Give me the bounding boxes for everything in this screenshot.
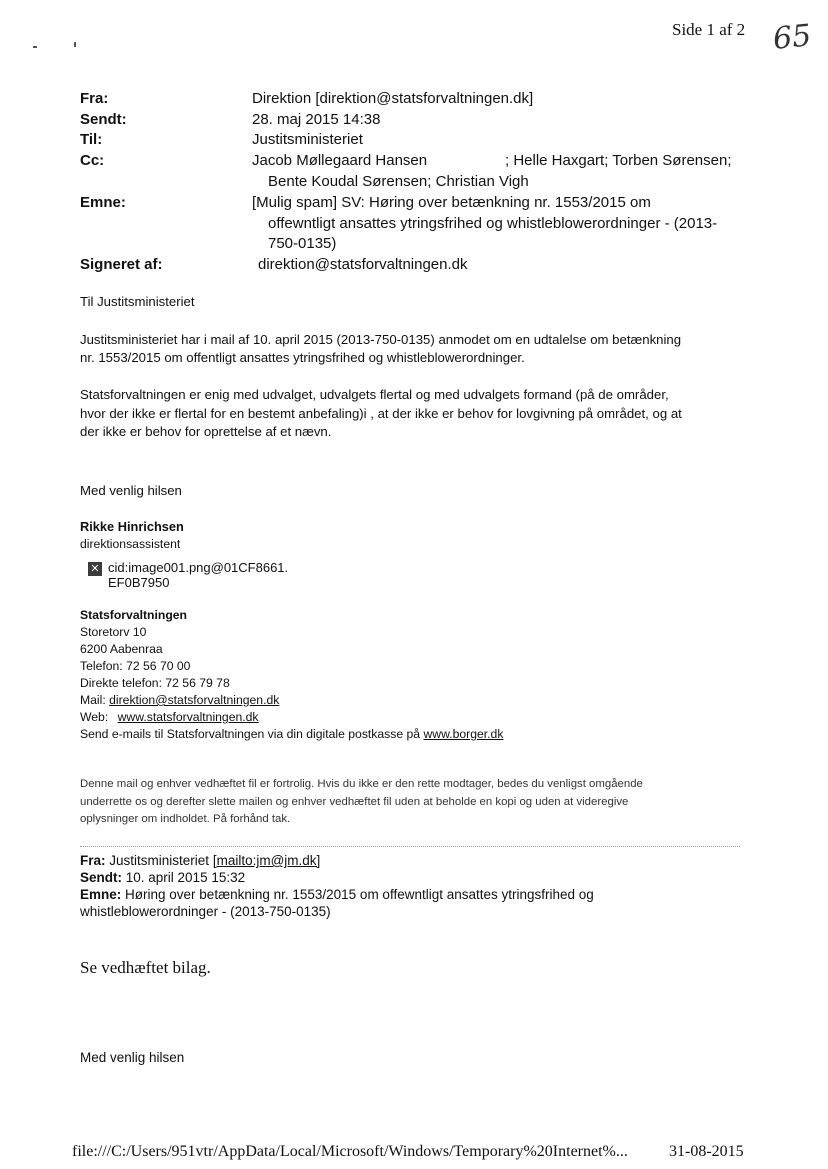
cc-value-line2: Bente Koudal Sørensen; Christian Vigh — [268, 173, 529, 190]
broken-image-icon: ✕ — [88, 562, 102, 576]
cc-value: Jacob Møllegaard Hansen — [252, 152, 428, 169]
fwd-sent-value: 10. april 2015 15:32 — [125, 870, 246, 885]
fwd-subject-row — [80, 887, 594, 904]
paragraph-1-line2: nr. 1553/2015 om offentligt ansattes ytringsfrihed og whistleblowerordninger. — [80, 350, 525, 365]
borger-link[interactable]: www.borger.dk — [423, 727, 504, 741]
disclaimer-line3: oplysninger om indholdet. På forhånd tak. — [80, 813, 291, 825]
org-mail-row — [80, 693, 279, 709]
sent-label: Sendt: — [80, 111, 127, 128]
closing: Med venlig hilsen — [80, 483, 182, 498]
mail-label: Mail: — [80, 693, 106, 707]
disclaimer-line2: underrette os og derefter slette mailen og enhver vedhæftet fil uden at beholde en kopi og uden at videregive — [80, 796, 629, 808]
page-indicator: Side 1 af 2 — [672, 20, 746, 39]
scan-speck — [74, 42, 76, 47]
image-placeholder-text — [108, 560, 288, 590]
paragraph-2-line1: Statsforvaltningen er enig med udvalget, udvalgets flertal og med udvalgets formand (på de områder, — [80, 387, 669, 402]
fwd-subject-label: Emne: — [80, 887, 122, 902]
fwd-subject-line2: whistleblowerordninger - (2013-750-0135) — [80, 904, 331, 919]
cc-label: Cc: — [80, 152, 105, 169]
fwd-from-row — [80, 853, 320, 870]
org-web-row — [80, 710, 259, 726]
paragraph-2-line2: hvor der ikke er flertal for en bestemt anbefaling)i , at der ikke er behov for lovgivning på området, og at — [80, 406, 682, 421]
org-direct-phone: Direkte telefon: 72 56 79 78 — [80, 676, 230, 690]
fwd-mailto-link[interactable]: [mailto:jm@jm.dk] — [212, 853, 321, 868]
web-label: Web: — [80, 710, 109, 724]
digital-text: Send e-mails til Statsforvaltningen via din digitale postkasse på — [80, 727, 421, 741]
fwd-closing: Med venlig hilsen — [80, 1050, 185, 1065]
signer-name: Rikke Hinrichsen — [80, 519, 184, 534]
from-value: Direktion [direktion@statsforvaltningen.dk] — [252, 90, 534, 107]
sent-value: 28. maj 2015 14:38 — [252, 111, 381, 128]
org-street: Storetorv 10 — [80, 625, 147, 639]
disclaimer-line1: Denne mail og enhver vedhæftet fil er fortrolig. Hvis du ikke er den rette modtager, bedes du venligst omgående — [80, 778, 643, 790]
paragraph-1-line1: Justitsministeriet har i mail af 10. april 2015 (2013-750-0135) anmodet om en udtalelse om betænkning — [80, 332, 682, 347]
signed-value: direktion@statsforvaltningen.dk — [258, 256, 468, 273]
footer-file-path: file:///C:/Users/951vtr/AppData/Local/Microsoft/Windows/Temporary%20Internet%... — [72, 1143, 628, 1160]
org-name: Statsforvaltningen — [80, 608, 187, 622]
image-cid-line2: EF0B7950 — [108, 575, 170, 590]
subject-line2: offewntligt ansattes ytringsfrihed og whistleblowerordninger - (2013- — [268, 215, 718, 232]
subject-line3: 750-0135) — [268, 235, 337, 252]
org-phone: Telefon: 72 56 70 00 — [80, 659, 191, 673]
web-link[interactable]: www.statsforvaltningen.dk — [117, 710, 259, 724]
fwd-from-label: Fra: — [80, 853, 106, 868]
subject-line1: [Mulig spam] SV: Høring over betænkning nr. 1553/2015 om — [252, 194, 651, 211]
separator-line — [80, 846, 740, 847]
greeting: Til Justitsministeriet — [80, 294, 195, 309]
org-digital-row — [80, 727, 503, 743]
scan-speck — [33, 46, 37, 48]
subject-label: Emne: — [80, 194, 126, 211]
fwd-subject-line1: Høring over betænkning nr. 1553/2015 om offewntligt ansattes ytringsfrihed og — [125, 887, 594, 902]
fwd-from-value: Justitsministeriet — [109, 853, 210, 868]
mail-link[interactable]: direktion@statsforvaltningen.dk — [109, 693, 280, 707]
to-value: Justitsministeriet — [252, 131, 363, 148]
fwd-body: Se vedhæftet bilag. — [80, 958, 211, 977]
paragraph-2-line3: der ikke er behov for oprettelse af et nævn. — [80, 424, 332, 439]
footer-date: 31-08-2015 — [669, 1143, 744, 1160]
handwritten-page-number: 65 — [771, 18, 813, 57]
from-label: Fra: — [80, 90, 109, 107]
fwd-sent-row — [80, 870, 245, 887]
signer-title: direktionsassistent — [80, 537, 181, 551]
org-city: 6200 Aabenraa — [80, 642, 163, 656]
image-cid-line1: cid:image001.png@01CF8661. — [108, 560, 289, 575]
signed-label: Signeret af: — [80, 256, 163, 273]
to-label: Til: — [80, 131, 103, 148]
cc-value-continued: ; Helle Haxgart; Torben Sørensen; — [505, 152, 732, 169]
fwd-sent-label: Sendt: — [80, 870, 122, 885]
